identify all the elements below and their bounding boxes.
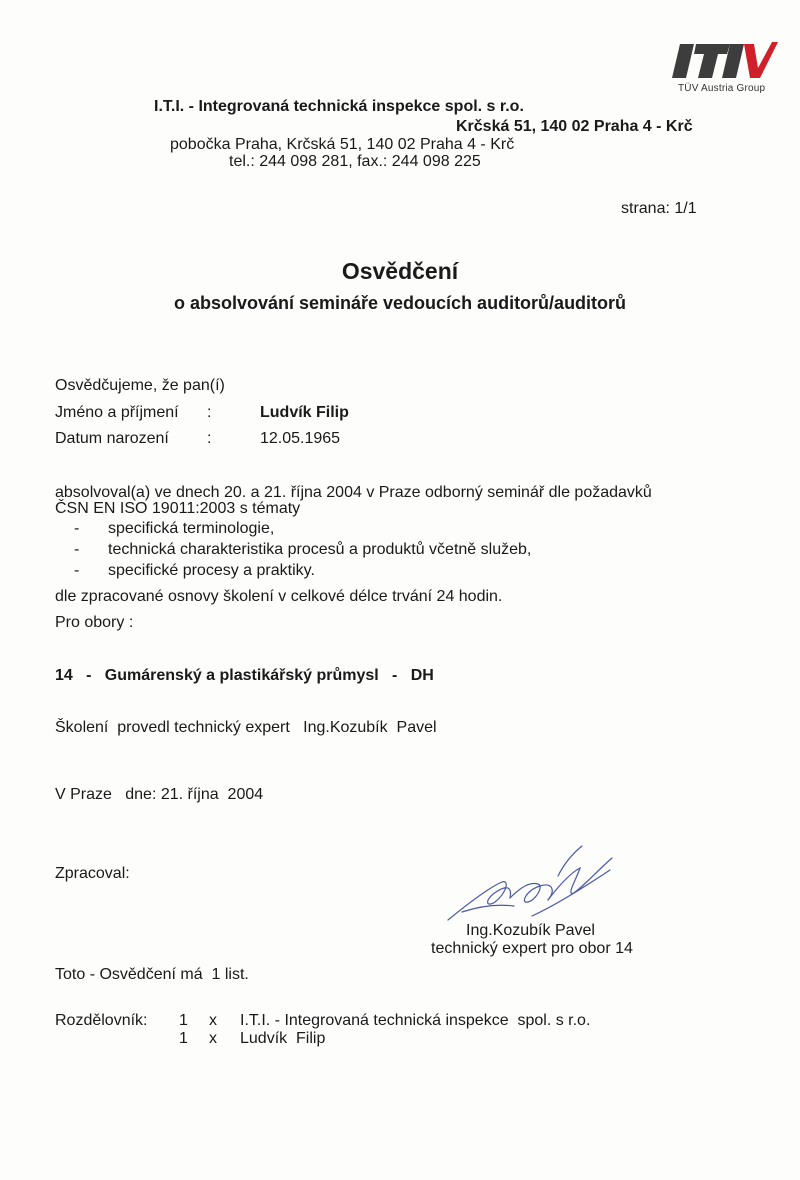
- name-label: Jméno a příjmení: [55, 404, 179, 421]
- contact-line: tel.: 244 098 281, fax.: 244 098 225: [229, 153, 481, 170]
- fields-label: Pro obory :: [55, 614, 134, 631]
- signatory-role: technický expert pro obor 14: [431, 940, 633, 957]
- page-indicator: strana: 1/1: [621, 200, 697, 217]
- name-value: Ludvík Filip: [260, 404, 349, 421]
- document-subtitle: o absolvování semináře vedoucích auditorů/auditorů: [173, 293, 627, 313]
- distribution-qty: 1: [179, 1012, 188, 1029]
- trainer-line: Školení provedl technický expert Ing.Kozubík Pavel: [55, 719, 437, 736]
- topic-text: specifická terminologie,: [108, 520, 275, 537]
- topic-item: [74, 520, 274, 538]
- org-address: Krčská 51, 140 02 Praha 4 - Krč: [456, 118, 693, 135]
- distribution-x: x: [209, 1012, 217, 1029]
- distribution-recipient: I.T.I. - Integrovaná technická inspekce spol. s r.o.: [240, 1012, 591, 1029]
- signatory-name: Ing.Kozubík Pavel: [466, 922, 595, 939]
- handwritten-signature: [440, 842, 620, 924]
- topic-dash: -: [74, 541, 80, 558]
- topic-dash: -: [74, 562, 80, 579]
- name-colon: :: [207, 404, 212, 421]
- topic-dash: -: [74, 520, 80, 537]
- distribution-recipient: Ludvík Filip: [240, 1030, 326, 1047]
- distribution-qty: 1: [179, 1030, 188, 1047]
- distribution-label: Rozdělovník:: [55, 1012, 148, 1029]
- org-name: I.T.I. - Integrovaná technická inspekce spol. s r.o.: [154, 98, 524, 115]
- field-of-study: 14 - Gumárenský a plastikářský průmysl - DH: [55, 667, 434, 684]
- body-line-2: ČSN EN ISO 19011:2003 s tématy: [55, 500, 301, 517]
- prepared-by-label: Zpracoval:: [55, 865, 130, 882]
- topic-text: specifické procesy a praktiky.: [108, 562, 315, 579]
- topic-item: [74, 541, 531, 559]
- dob-label: Datum narození: [55, 430, 169, 447]
- place-date: V Praze dne: 21. října 2004: [55, 786, 264, 803]
- certify-line: Osvědčujeme, že pan(í): [55, 377, 225, 394]
- body-line-1: absolvoval(a) ve dnech 20. a 21. října 2004 v Praze odborný seminář dle požadavků: [55, 484, 652, 501]
- sheet-count: Toto - Osvědčení má 1 list.: [55, 966, 249, 983]
- topic-item: [74, 562, 315, 580]
- topic-text: technická charakteristika procesů a produktů včetně služeb,: [108, 541, 532, 558]
- document-title: Osvědčení: [341, 258, 459, 284]
- company-logo: [672, 38, 778, 98]
- distribution-x: x: [209, 1030, 217, 1047]
- logo-subtitle: TÜV Austria Group: [678, 83, 766, 94]
- branch-address: pobočka Praha, Krčská 51, 140 02 Praha 4 - Krč: [170, 136, 515, 153]
- logo-mark-icon: [672, 38, 778, 82]
- duration-line: dle zpracované osnovy školení v celkové délce trvání 24 hodin.: [55, 588, 503, 605]
- dob-value: 12.05.1965: [260, 430, 341, 447]
- dob-colon: :: [207, 430, 212, 447]
